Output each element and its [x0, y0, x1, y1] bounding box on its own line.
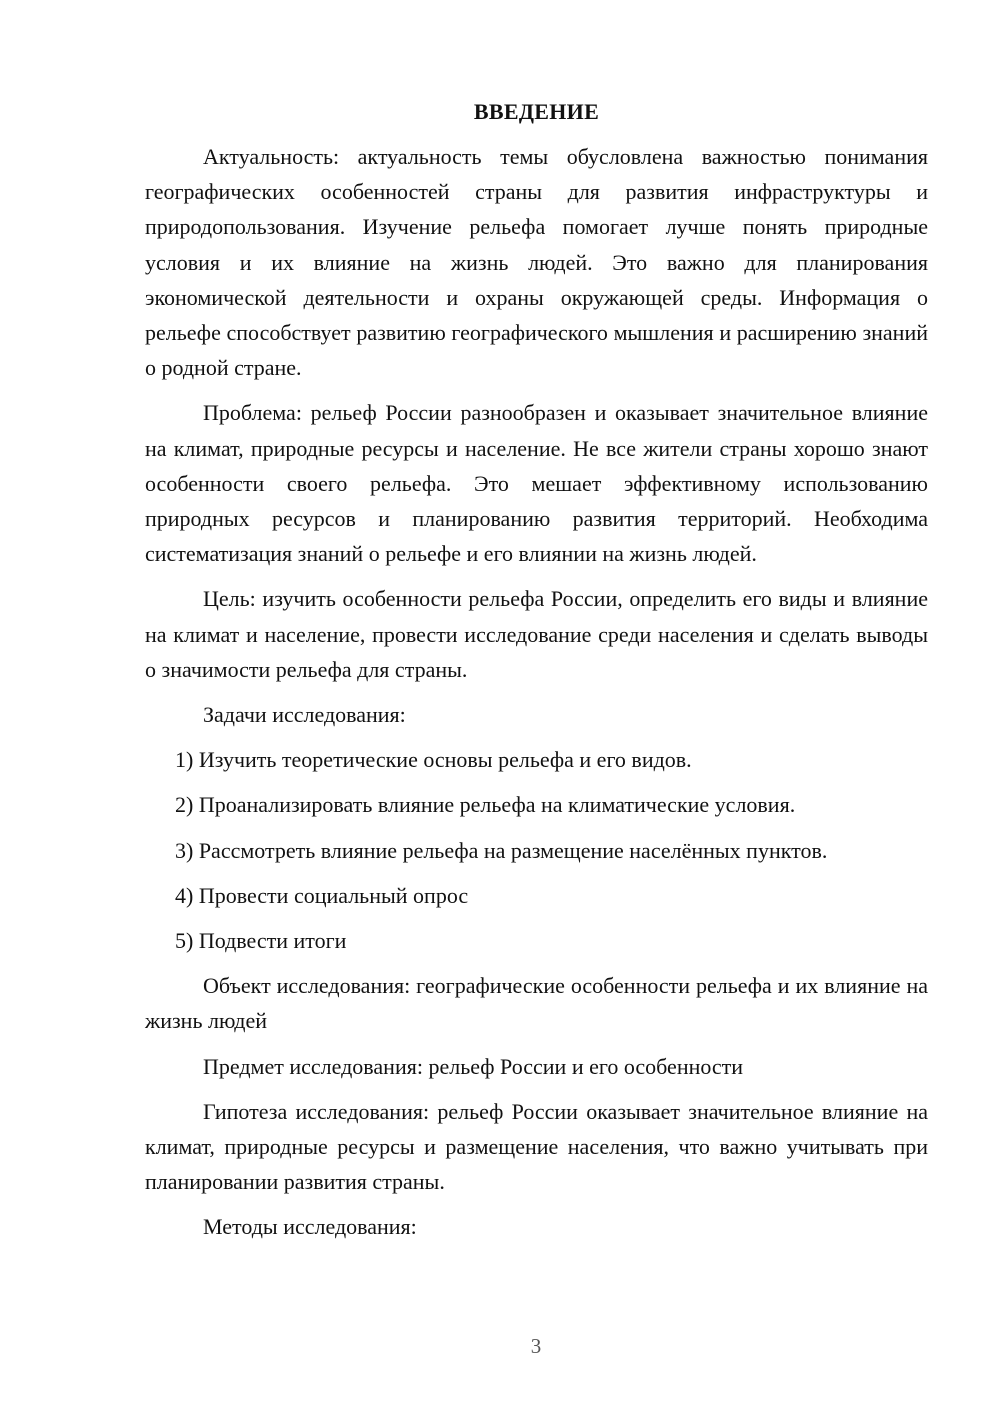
subject-paragraph: Предмет исследования: рельеф России и его особенности	[203, 1053, 744, 1079]
task-item-2: 2) Проанализировать влияние рельефа на климатические условия.	[175, 792, 796, 818]
section-title: ВВЕДЕНИЕ	[473, 99, 600, 124]
task-item-3: 3) Рассмотреть влияние рельефа на размещение населённых пунктов.	[175, 837, 828, 863]
document-page	[145, 94, 928, 1255]
tasks-heading: Задачи исследования:	[203, 702, 406, 728]
methods-heading: Методы исследования:	[203, 1214, 417, 1240]
task-item-1: 1) Изучить теоретические основы рельефа и его видов.	[175, 747, 692, 773]
task-item-5: 5) Подвести итоги	[175, 928, 347, 954]
object-paragraph: Объект исследования: географические особенности рельефа и их влияние на жизнь людей	[145, 973, 928, 1034]
tasks-list	[145, 742, 928, 958]
task-item-4: 4) Провести социальный опрос	[175, 882, 469, 908]
relevance-paragraph: Актуальность: актуальность темы обусловлена важностью понимания географических особенностей страны для развития инфраструктуры и природопользования. Изучение рельефа помогает лучше понять природные условия и их влияние на жизнь людей. Это важно для планирования экономической деятельности и охраны окружающей среды. Информация о рельефе способствует развитию географического мышления и расширению знаний о родной стране.	[145, 144, 928, 381]
hypothesis-paragraph: Гипотеза исследования: рельеф России оказывает значительное влияние на климат, природные ресурсы и размещение населения, что важно учитывать при планировании развития страны.	[145, 1098, 928, 1195]
goal-paragraph: Цель: изучить особенности рельефа России, определить его виды и влияние на климат и население, провести исследование среди населения и сделать выводы о значимости рельефа для страны.	[145, 586, 928, 682]
page-number: 3	[530, 1334, 542, 1358]
problem-paragraph: Проблема: рельеф России разнообразен и оказывает значительное влияние на климат, природные ресурсы и население. Не все жители страны хорошо знают особенности своего рельефа. Это мешает эффективному использованию природных ресурсов и планированию развития территорий. Необходима систематизация знаний о рельефе и его влиянии на жизнь людей.	[145, 400, 928, 567]
